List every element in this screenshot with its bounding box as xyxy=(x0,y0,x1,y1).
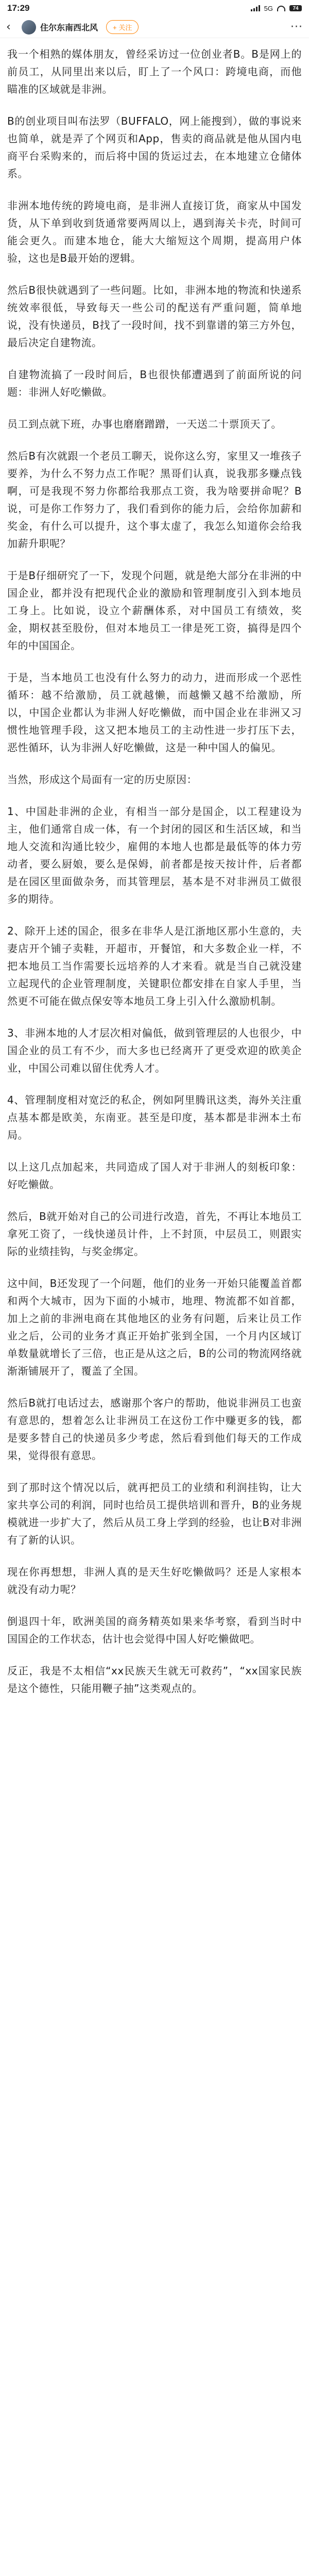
status-left xyxy=(7,3,29,13)
article-header xyxy=(0,16,309,38)
avatar[interactable] xyxy=(22,20,36,35)
article-paragraph: 于是B仔细研究了一下，发现个问题，就是绝大部分在非洲的中国企业，都并没有把现代企业的激励和管理制度引入到本地员工身上。比如说，设立个薪酬体系，对中国员工有绩效，奖金，期权甚至股份，但对本地员工一律是死工资，搞得是四个年的中国国企。 xyxy=(7,569,302,652)
article-paragraph: 员工到点就下班，办事也磨磨蹭蹭，一天送二十票顶天了。 xyxy=(7,418,282,430)
article-paragraph: 这中间，B还发现了一个问题，他们的业务一开始只能覆盖首都和两个大城市，因为下面的小城市，地理、物流都不如首都，加上之前的非洲电商在其他地区的业务有问题，后来让员工作业之后，公司的业务才真正开始扩张到全国，一个月内区域订单数量就增长了三倍，也正是从这之后，B的公司的物流网络就渐渐铺展开了，覆盖了全国。 xyxy=(7,1277,302,1377)
network-type: 5G xyxy=(264,4,273,12)
article-paragraph: 然后B有次就跟一个老员工聊天，说你这么穷，家里又一堆孩子要养，为什么不努力点工作呢？黑哥们认真，说我那多赚点钱啊，可是我现不努力你都给我那点工资，我为啥要拼命呢？B说，可是你工作努力了，我们看到你的能力后，会给你加薪和奖金，有什么可以提升，这个事太虚了，我怎么知道你会给我加薪升职呢？ xyxy=(7,450,302,550)
article-paragraph: 到了那时这个情况以后，就再把员工的业绩和利润挂钩，让大家共享公司的利润，同时也给员工提供培训和晋升，B的业务规模就进一步扩大了，然后从员工身上学到的经验，也让B对非洲有了新的认识。 xyxy=(7,1481,302,1546)
signal-icon xyxy=(251,5,260,11)
article-paragraph: 然后B很快就遇到了一些问题。比如，非洲本地的物流和快递系统效率很低，导致每天一些公司的配送有严重问题，简单地说，没有快递员，B找了一段时间，找不到靠谱的第三方外包，最后决定自建物流。 xyxy=(7,284,302,349)
article-paragraph: 3、非洲本地的人才层次相对偏低，做到管理层的人也很少，中国企业的员工有不少，而大多也已经离开了更受欢迎的欧美企业，中国公司难以留住优秀人才。 xyxy=(7,1027,302,1074)
more-dots-icon[interactable]: ··· xyxy=(290,21,303,33)
article-paragraph: 于是，当本地员工也没有什么努力的动力，进而形成一个恶性循环：越不给激励，员工就越懒，而越懒又越不给激励，所以，中国企业都认为非洲人好吃懒做，而中国企业在非洲又习惯性地管理手段，这又把本地员工的主动性进一步打压下去，恶性循环，认为非洲人好吃懒做，这是一种中国人的偏见。 xyxy=(7,671,302,754)
article-paragraph: B的创业项目叫布法罗（BUFFALO，网上能搜到），做的事说来也简单，就是弄了个网页和App，售卖的商品就是他从国内电商平台采购来的，而后将中国的货运过去，在本地建立仓储体系。 xyxy=(7,115,302,180)
article-paragraph: 然后，B就开始对自己的公司进行改造，首先，不再让本地员工拿死工资了，一线快递员计件，上不封顶，中层员工，则跟实际的业绩挂钩，与奖金绑定。 xyxy=(7,1210,302,1258)
article-paragraph: 非洲本地传统的跨境电商，是非洲人直接订货，商家从中国发货，从下单到收到货通常要两周以上，遇到海关卡壳，时间可能会更久。而建本地仓，能大大缩短这个周期，提高用户体验，这也是B最开始的逻辑。 xyxy=(7,199,302,264)
article-paragraph: 4、管理制度相对宽泛的私企，例如阿里腾讯这类，海外关注重点基本都是欧美，东南亚。甚至是印度，基本都是非洲本土布局。 xyxy=(7,1094,302,1141)
article-paragraph: 倒退四十年，欧洲美国的商务精英如果来华考察，看到当时中国国企的工作状态，估计也会觉得中国人好吃懒做吧。 xyxy=(7,1615,302,1645)
status-time: 17:29 xyxy=(7,3,30,13)
article-paragraph: 2、除开上述的国企，很多在非华人是江浙地区那小生意的，夫妻店开个铺子卖鞋，开超市，开餐馆，和大多数企业一样，不把本地员工当作需要长远培养的人才来看。就是当自己就没建立起现代的企业管理制度，关键职位都安排在自家人手里，当然更不可能在做点保安等本地员工身上引入什么激励机制。 xyxy=(7,925,302,1007)
wifi-icon xyxy=(277,6,285,11)
battery-icon: 74 xyxy=(289,5,302,11)
article-paragraph: 1、中国赴非洲的企业，有相当一部分是国企，以工程建设为主，他们通常自成一体，有一个封闭的园区和生活区域，和当地人交流和沟通比较少，雇佣的本地人也都是最低等的体力劳动者，要么厨娘，要么是保姆，前者都是按天按计件，后者都是在园区里面做杂务，而其管理层，基本是不对非洲员工做很多的期待。 xyxy=(7,805,302,905)
article-paragraph: 我一个相熟的媒体朋友，曾经采访过一位创业者B。B是网上的前员工，从同里出来以后，盯上了一个风口：跨境电商，而他瞄准的区域就是非洲。 xyxy=(7,48,302,95)
article-paragraph: 反正，我是不太相信“xx民族天生就无可救药”，“xx国家民族是这个德性，只能用鞭子抽”这类观点的。 xyxy=(7,1665,302,1694)
status-right xyxy=(251,5,302,12)
back-arrow-icon[interactable]: ‹ xyxy=(6,21,11,33)
article-paragraph: 当然，形成这个局面有一定的历史原因： xyxy=(7,773,197,786)
article-paragraph: 以上这几点加起来，共同造成了国人对于非洲人的刻板印象：好吃懒做。 xyxy=(7,1161,302,1191)
article-paragraph: 自建物流搞了一段时间后，B也很快郁遭遇到了前面所说的问题：非洲人好吃懒做。 xyxy=(7,368,302,398)
article-paragraph: 然后B就打电话过去，感谢那个客户的帮助，他说非洲员工也蛮有意思的，想着怎么让非洲员工在这份工作中赚更多的钱，都是要多替自己的快递员多少考虑，然后看到他们每天的工作成果，觉得很有意思。 xyxy=(7,1397,302,1462)
article-paragraph: 现在你再想想，非洲人真的是天生好吃懒做吗？还是人家根本就没有动力呢？ xyxy=(7,1566,302,1596)
follow-button[interactable]: + 关注 xyxy=(106,20,139,34)
status-bar xyxy=(0,0,309,16)
article-body xyxy=(0,38,309,1697)
author-name[interactable]: 住尔东南西北风 xyxy=(40,23,98,32)
